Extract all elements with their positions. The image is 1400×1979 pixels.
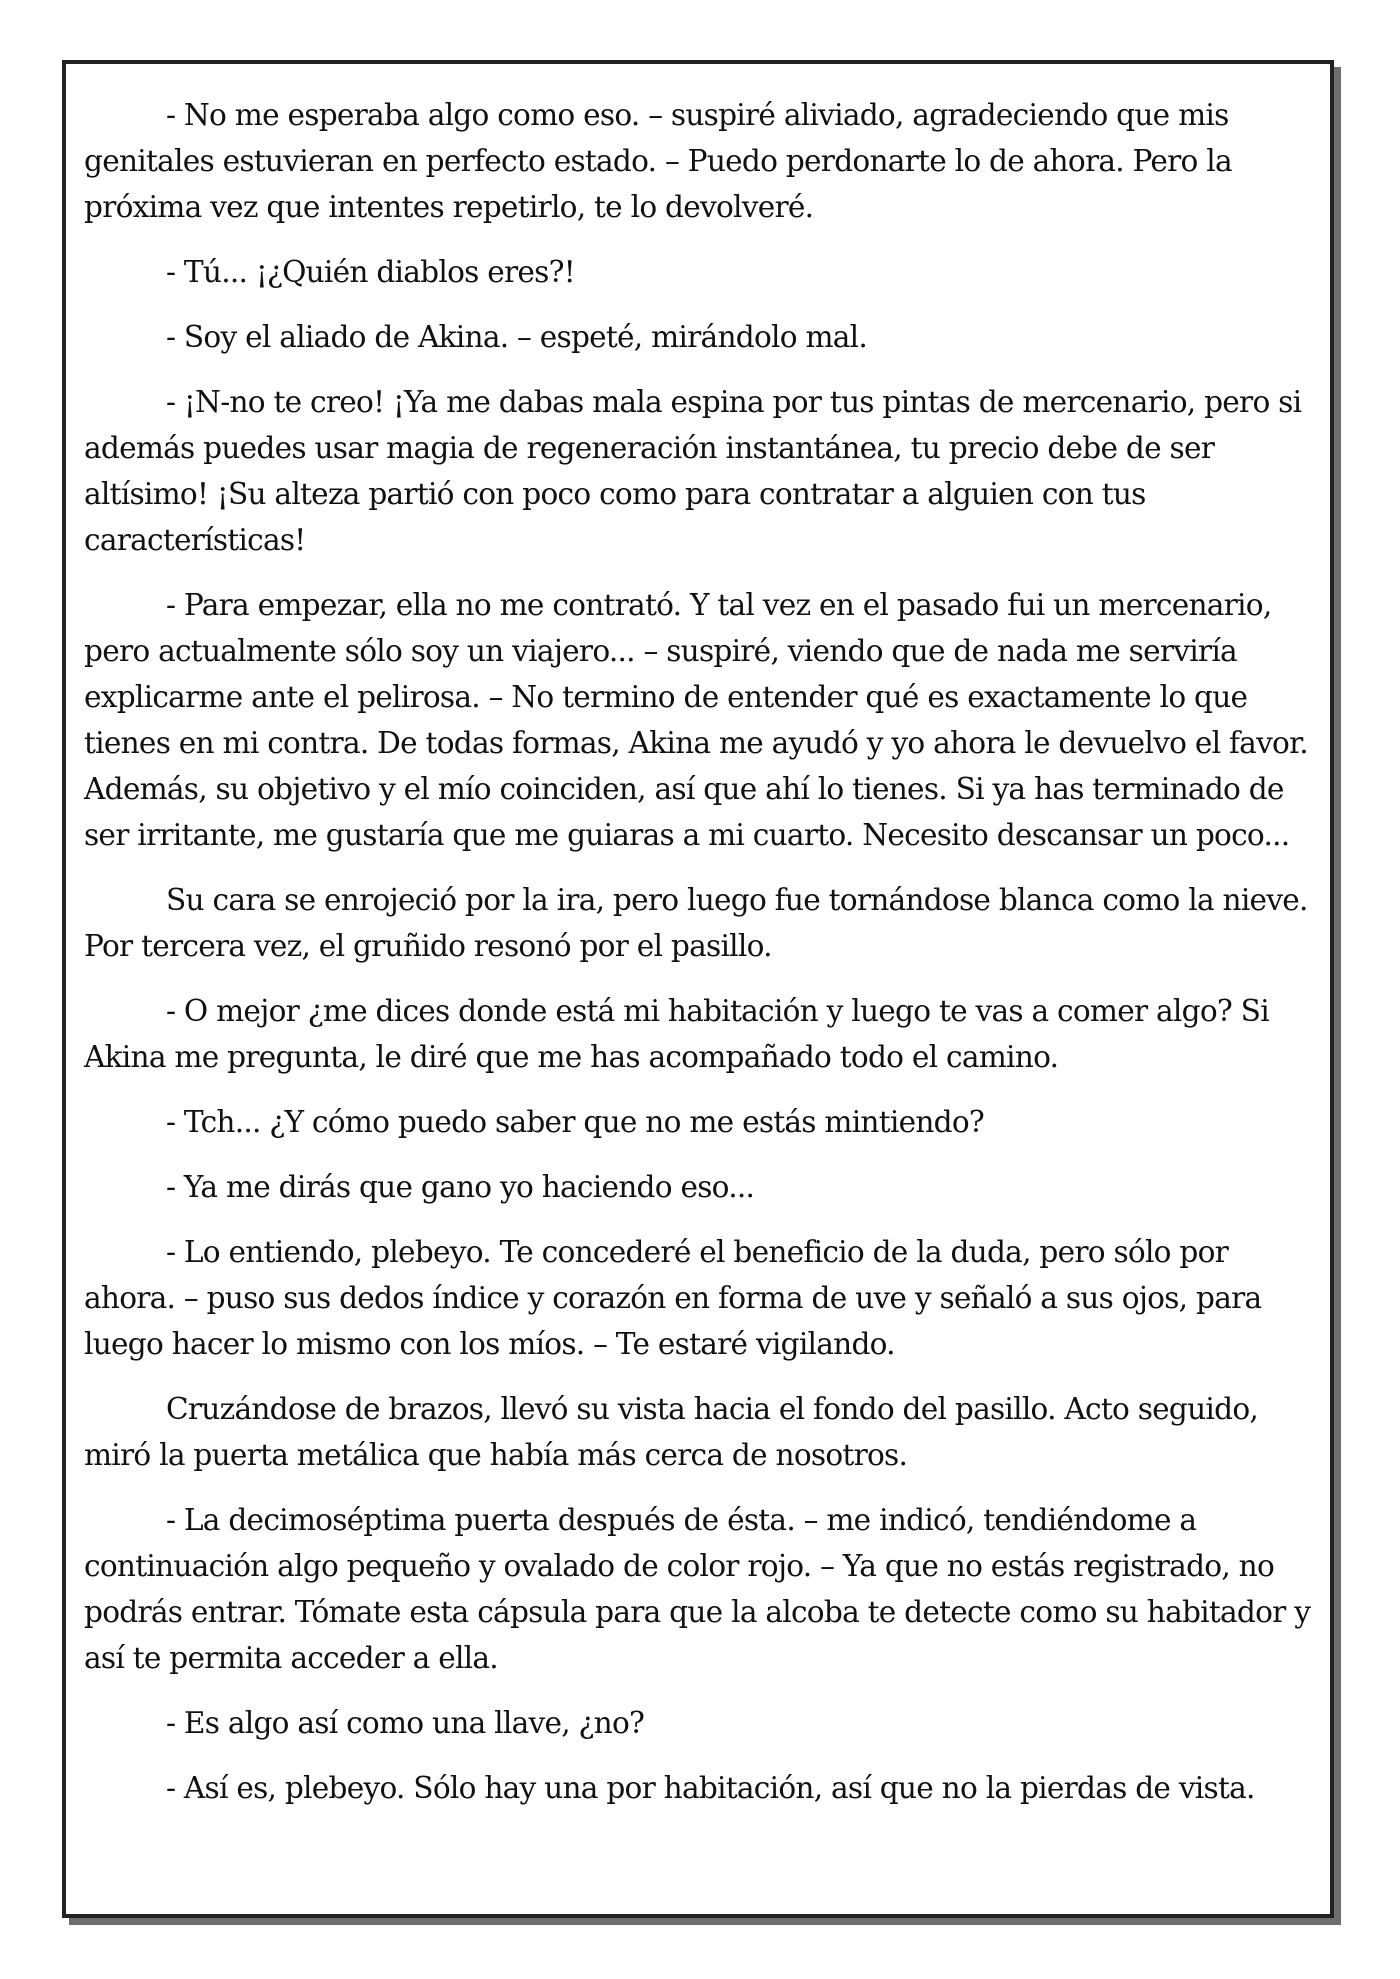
paragraph-3: - Soy el aliado de Akina. – espeté, mirándolo mal. [166, 320, 868, 354]
paragraph-2: - Tú... ¡¿Quién diablos eres?! [166, 255, 575, 289]
paragraph-11: Cruzándose de brazos, llevó su vista hacia el fondo del pasillo. Acto seguido, miró la puerta metálica que había más cerca de nosotros. [84, 1392, 1259, 1472]
paragraph-8: - Tch... ¿Y cómo puedo saber que no me estás mintiendo? [166, 1105, 985, 1139]
paragraph-14: - Así es, plebeyo. Sólo hay una por habitación, así que no la pierdas de vista. [166, 1771, 1255, 1805]
paragraph-4: - ¡N-no te creo! ¡Ya me dabas mala espina por tus pintas de mercenario, pero si además puedes usar magia de regeneración instantánea, tu precio debe de ser altísimo! ¡Su alteza partió con poco como para contratar a alguien con tus características! [84, 385, 1302, 557]
text-body [84, 92, 1316, 1830]
paragraph-10: - Lo entiendo, plebeyo. Te concederé el beneficio de la duda, pero sólo por ahora. – puso sus dedos índice y corazón en forma de uve y señaló a sus ojos, para luego hacer lo mismo con los míos. – Te estaré vigilando. [84, 1235, 1262, 1361]
paragraph-5: - Para empezar, ella no me contrató. Y tal vez en el pasado fui un mercenario, pero actualmente sólo soy un viajero... – suspiré, viendo que de nada me serviría explicarme ante el pelirosa. – No termino de entender qué es exactamente lo que tienes en mi contra. De todas formas, Akina me ayudó y yo ahora le devuelvo el favor. Además, su objetivo y el mío coinciden, así que ahí lo tienes. Si ya has terminado de ser irritante, me gustaría que me guiaras a mi cuarto. Necesito descansar un poco... [84, 588, 1308, 852]
paragraph-7: - O mejor ¿me dices donde está mi habitación y luego te vas a comer algo? Si Akina me pregunta, le diré que me has acompañado todo el camino. [84, 994, 1269, 1074]
paragraph-6: Su cara se enrojeció por la ira, pero luego fue tornándose blanca como la nieve. Por tercera vez, el gruñido resonó por el pasillo. [84, 883, 1308, 963]
paragraph-9: - Ya me dirás que gano yo haciendo eso... [166, 1170, 755, 1204]
paragraph-13: - Es algo así como una llave, ¿no? [166, 1706, 645, 1740]
paragraph-12: - La decimoséptima puerta después de ésta. – me indicó, tendiéndome a continuación algo pequeño y ovalado de color rojo. – Ya que no estás registrado, no podrás entrar. Tómate esta cápsula para que la alcoba te detecte como su habitador y así te permita acceder a ella. [84, 1503, 1311, 1675]
paragraph-1: - No me esperaba algo como eso. – suspiré aliviado, agradeciendo que mis genitales estuvieran en perfecto estado. – Puedo perdonarte lo de ahora. Pero la próxima vez que intentes repetirlo, te lo devolveré. [84, 98, 1232, 224]
page-frame [62, 60, 1334, 1918]
